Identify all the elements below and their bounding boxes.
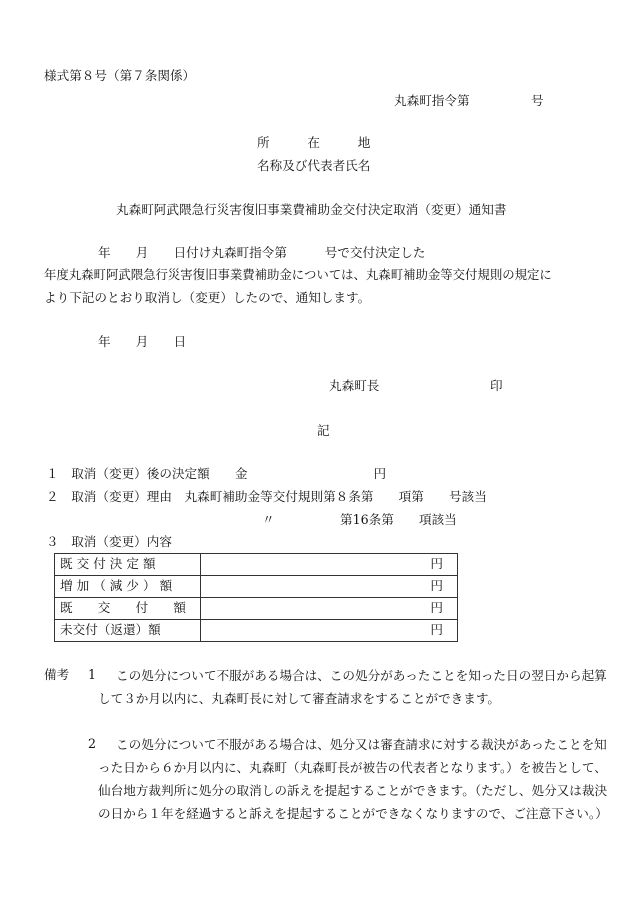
item-2b-ditto: 〃	[262, 512, 275, 527]
item-2b-text: 第16条第 項該当	[340, 512, 457, 527]
table-row	[55, 598, 458, 620]
table-row	[55, 620, 458, 642]
date-line: 年 月 日	[98, 334, 187, 349]
body-line-3: より下記のとおり取消し（変更）したので、通知します。	[44, 290, 371, 305]
reference-prefix: 丸森町指令第	[394, 93, 470, 108]
table-row	[55, 576, 458, 598]
amount-table	[54, 553, 458, 642]
row-unit: 円	[201, 620, 458, 642]
note-1-number: 1	[88, 667, 97, 682]
body-line-1: 年 月 日付け丸森町指令第 号で交付決定した	[98, 245, 426, 260]
representative-name-label: 名称及び代表者氏名	[257, 158, 371, 173]
issuer-seal: 印	[490, 378, 503, 393]
note-1-text: この処分について不服がある場合は、この処分があったことを知った日の翌日から起算して３か月以内に、丸森町長に対して審査請求をすることができます。	[98, 668, 607, 706]
ki-heading: 記	[317, 423, 330, 438]
item-1: １ 取消（変更）後の決定額 金 円	[46, 466, 387, 481]
row-label: 既 交 付 額	[55, 598, 201, 620]
row-label: 増 加 （ 減 少 ） 額	[55, 576, 201, 598]
note-2-number: 2	[88, 736, 97, 751]
body-line-2: 年度丸森町阿武隈急行災害復旧事業費補助金については、丸森町補助金等交付規則の規定に	[44, 267, 552, 282]
item-3: ３ 取消（変更）内容	[46, 534, 172, 549]
row-label: 既 交 付 決 定 額	[55, 554, 201, 576]
remarks-heading: 備考	[44, 667, 70, 682]
issuer-name: 丸森町長	[329, 378, 380, 393]
item-2: ２ 取消（変更）理由 丸森町補助金等交付規則第８条第 項第 号該当	[46, 489, 487, 504]
note-2-text: この処分について不服がある場合は、処分又は審査請求に対する裁決があったことを知った日から６か月以内に、丸森町（丸森町長が被告の代表者となります。）を被告として、仙台地方裁判所に処分の取消しの訴えを提起することができます。（ただし、処分又は裁決の日から１年を経過すると訴えを提起することができなくなりますので、ご注意下さい。）	[98, 737, 608, 821]
table-row	[55, 554, 458, 576]
row-unit: 円	[201, 576, 458, 598]
row-unit: 円	[201, 554, 458, 576]
document-title: 丸森町阿武隈急行災害復旧事業費補助金交付決定取消（変更）通知書	[116, 202, 507, 217]
row-unit: 円	[201, 598, 458, 620]
row-label: 未交付（返還）額	[55, 620, 201, 642]
reference-suffix: 号	[531, 93, 544, 108]
form-number: 様式第８号（第７条関係）	[44, 68, 196, 83]
address-label: 所 在 地	[257, 135, 371, 150]
